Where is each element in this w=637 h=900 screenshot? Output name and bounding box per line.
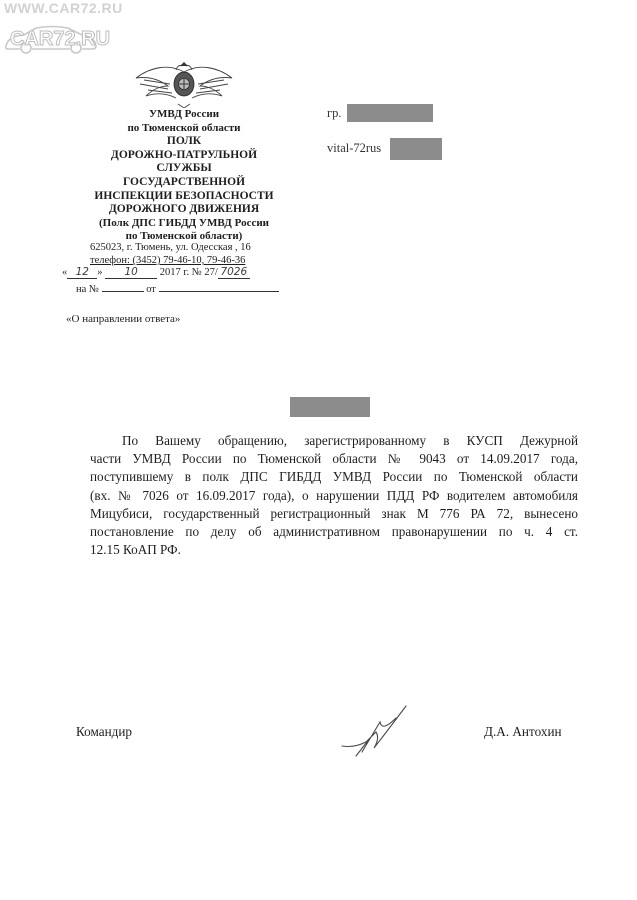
sender-header xyxy=(76,108,292,244)
header-line: ДОРОЖНОГО ДВИЖЕНИЯ xyxy=(108,203,260,216)
ref-prefix: на № xyxy=(76,284,99,295)
outgoing-number: 7026 xyxy=(220,266,248,278)
body-line: (вх. № 7026 от 16.09.2017 года), о нарушении ПДД РФ водителем автомобиля xyxy=(90,487,578,503)
redacted-salutation xyxy=(290,397,370,417)
header-line: по Тюменской области) xyxy=(125,230,243,243)
header-line: ПОЛК xyxy=(166,135,202,148)
letter-body xyxy=(90,432,578,559)
body-line: части УМВД России по Тюменской области № 9043 от 14.09.2017 года, xyxy=(90,451,578,467)
watermark-logo-text: CAR72.RU xyxy=(10,28,111,50)
header-line: ИНСПЕКЦИИ БЕЗОПАСНОСТИ xyxy=(94,189,274,202)
header-line: ГОСУДАРСТВЕННОЙ xyxy=(122,175,246,188)
handwritten-signature xyxy=(336,702,416,762)
header-line: (Полк ДПС ГИБДД УМВД России xyxy=(98,216,270,229)
double-headed-eagle-icon xyxy=(130,62,238,108)
letter-topic: «О направлении ответа» xyxy=(66,313,181,325)
recipient-prefix: гр. xyxy=(327,106,342,120)
body-line: Мицубиси, государственный регистрационный знак М 776 РА 72, вынесено xyxy=(90,505,578,521)
sender-address: 625023, г. Тюмень, ул. Одесская , 16 xyxy=(90,242,251,253)
sender-phone: телефон: (3452) 79-46-10, 79-46-36 xyxy=(90,255,246,266)
date-year-text: 2017 г. № 27/ xyxy=(159,267,218,278)
date-month: 10 xyxy=(124,266,138,278)
reference-line xyxy=(76,284,279,295)
body-line: 12.15 КоАП РФ. xyxy=(90,542,181,558)
ref-from: от xyxy=(146,284,156,295)
body-line: По Вашему обращению, зарегистрированному в КУСП Дежурной xyxy=(122,433,578,448)
header-line: по Тюменской области xyxy=(127,121,241,134)
signatory-name: Д.А. Антохин xyxy=(484,724,562,739)
signatory-position: Командир xyxy=(76,724,133,739)
document-date-number: « 12 » 10 2017 г. № 27/ 7026 xyxy=(62,266,250,279)
header-line: СЛУЖБЫ xyxy=(156,162,212,175)
redacted-recipient-tail xyxy=(390,138,442,160)
header-line: ДОРОЖНО-ПАТРУЛЬНОЙ xyxy=(110,148,258,161)
header-line: УМВД России xyxy=(148,108,220,120)
body-line: поступившему в полк ДПС ГИБДД УМВД России по Тюменской области xyxy=(90,469,578,485)
watermark-site-url: WWW.CAR72.RU xyxy=(4,0,123,16)
date-day: 12 xyxy=(75,266,89,278)
redacted-recipient-name xyxy=(347,104,433,122)
body-line: постановление по делу об административном правонарушении по ч. 4 ст. xyxy=(90,524,578,540)
recipient-nickname: vital-72rus xyxy=(327,141,382,155)
